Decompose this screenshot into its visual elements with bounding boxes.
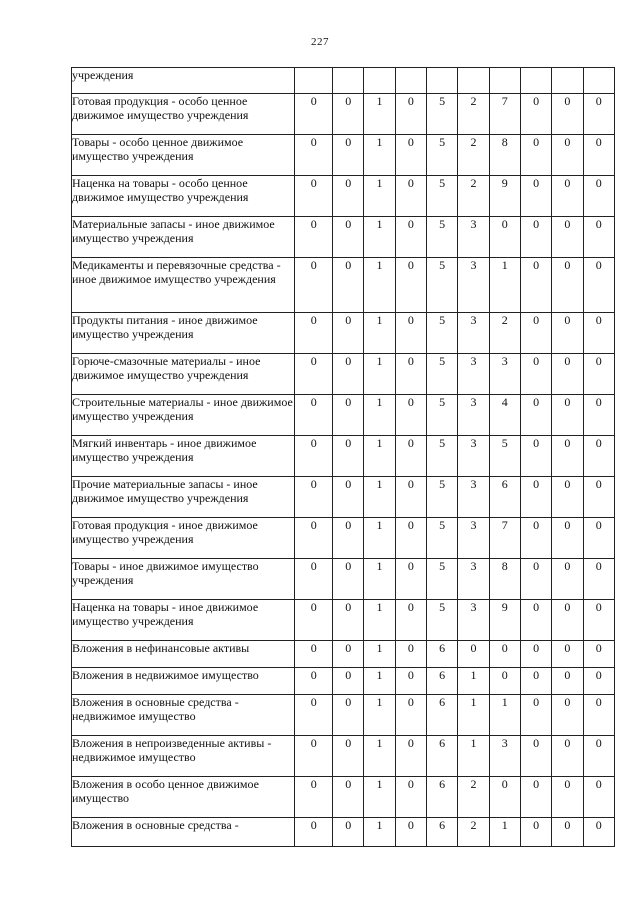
code-digit-cell: 0: [333, 518, 364, 559]
code-digit-cell: 0: [295, 258, 333, 313]
code-digit-cell: 0: [583, 777, 614, 818]
code-digit-cell: 1: [489, 695, 520, 736]
code-digit-cell: 0: [552, 477, 583, 518]
code-digit-cell: 5: [426, 477, 457, 518]
code-digit-cell: 6: [426, 736, 457, 777]
code-digit-cell: 0: [520, 641, 551, 668]
code-digit-cell: 0: [552, 436, 583, 477]
code-digit-cell: 0: [520, 600, 551, 641]
code-digit-cell: 0: [583, 395, 614, 436]
table-row: [72, 354, 615, 395]
code-digit-cell: 7: [489, 518, 520, 559]
code-digit-cell: 2: [458, 176, 489, 217]
account-name-cell: Вложения в непроизведенные активы - недвижимое имущество: [72, 736, 295, 777]
accounts-table: [71, 67, 615, 847]
code-digit-cell: 0: [295, 777, 333, 818]
code-digit-cell: 1: [458, 668, 489, 695]
code-digit-cell: 1: [364, 777, 395, 818]
code-digit-cell: 0: [520, 518, 551, 559]
code-digit-cell: 3: [458, 559, 489, 600]
code-digit-cell: 0: [583, 818, 614, 847]
code-digit-cell: 1: [489, 258, 520, 313]
code-digit-cell: 0: [583, 217, 614, 258]
code-digit-cell: 1: [364, 600, 395, 641]
code-digit-cell: 7: [489, 94, 520, 135]
code-digit-cell: [520, 68, 551, 94]
account-name-cell: Готовая продукция - иное движимое имущество учреждения: [72, 518, 295, 559]
account-name-cell: Наценка на товары - иное движимое имущество учреждения: [72, 600, 295, 641]
code-digit-cell: 3: [458, 477, 489, 518]
code-digit-cell: 0: [395, 518, 426, 559]
code-digit-cell: 0: [295, 313, 333, 354]
code-digit-cell: 0: [295, 668, 333, 695]
table-row: [72, 668, 615, 695]
code-digit-cell: 8: [489, 135, 520, 176]
code-digit-cell: 1: [364, 641, 395, 668]
code-digit-cell: 1: [364, 217, 395, 258]
code-digit-cell: [552, 68, 583, 94]
code-digit-cell: 1: [364, 395, 395, 436]
code-digit-cell: 0: [333, 313, 364, 354]
code-digit-cell: 0: [333, 777, 364, 818]
code-digit-cell: 6: [489, 477, 520, 518]
code-digit-cell: 5: [426, 436, 457, 477]
code-digit-cell: 0: [552, 135, 583, 176]
table-row: [72, 736, 615, 777]
code-digit-cell: [364, 68, 395, 94]
code-digit-cell: 0: [333, 559, 364, 600]
code-digit-cell: 0: [333, 354, 364, 395]
code-digit-cell: 5: [426, 176, 457, 217]
code-digit-cell: 3: [458, 436, 489, 477]
code-digit-cell: 1: [458, 736, 489, 777]
table-row: [72, 695, 615, 736]
code-digit-cell: 0: [489, 641, 520, 668]
code-digit-cell: 1: [364, 736, 395, 777]
code-digit-cell: 0: [395, 395, 426, 436]
code-digit-cell: 0: [295, 135, 333, 176]
code-digit-cell: 0: [552, 313, 583, 354]
code-digit-cell: 0: [520, 818, 551, 847]
account-name-cell: Вложения в основные средства - недвижимое имущество: [72, 695, 295, 736]
code-digit-cell: 0: [333, 436, 364, 477]
code-digit-cell: 0: [552, 818, 583, 847]
code-digit-cell: 0: [583, 668, 614, 695]
code-digit-cell: 1: [364, 135, 395, 176]
code-digit-cell: 0: [583, 354, 614, 395]
code-digit-cell: [489, 68, 520, 94]
code-digit-cell: [583, 68, 614, 94]
code-digit-cell: 0: [552, 518, 583, 559]
table-row: [72, 477, 615, 518]
code-digit-cell: 0: [395, 217, 426, 258]
account-name-cell: Товары - особо ценное движимое имущество учреждения: [72, 135, 295, 176]
code-digit-cell: 1: [364, 477, 395, 518]
code-digit-cell: 0: [520, 135, 551, 176]
code-digit-cell: 0: [552, 94, 583, 135]
code-digit-cell: 5: [426, 518, 457, 559]
code-digit-cell: 0: [520, 395, 551, 436]
code-digit-cell: 9: [489, 176, 520, 217]
code-digit-cell: 1: [364, 354, 395, 395]
code-digit-cell: 0: [295, 695, 333, 736]
code-digit-cell: 0: [583, 518, 614, 559]
code-digit-cell: [295, 68, 333, 94]
table-row: [72, 777, 615, 818]
code-digit-cell: 0: [583, 94, 614, 135]
table-row: [72, 258, 615, 313]
code-digit-cell: 0: [552, 559, 583, 600]
account-name-cell: Вложения в нефинансовые активы: [72, 641, 295, 668]
code-digit-cell: 6: [426, 777, 457, 818]
code-digit-cell: 0: [295, 559, 333, 600]
code-digit-cell: 0: [520, 695, 551, 736]
code-digit-cell: 0: [395, 777, 426, 818]
code-digit-cell: 0: [583, 600, 614, 641]
code-digit-cell: 0: [583, 313, 614, 354]
table-row: [72, 313, 615, 354]
table-row: [72, 600, 615, 641]
code-digit-cell: 1: [364, 695, 395, 736]
code-digit-cell: 1: [364, 94, 395, 135]
code-digit-cell: 4: [489, 395, 520, 436]
code-digit-cell: 6: [426, 668, 457, 695]
code-digit-cell: 0: [295, 217, 333, 258]
code-digit-cell: 0: [295, 600, 333, 641]
code-digit-cell: 0: [395, 600, 426, 641]
table-row: [72, 818, 615, 847]
code-digit-cell: 5: [426, 354, 457, 395]
code-digit-cell: 0: [520, 176, 551, 217]
code-digit-cell: 1: [364, 258, 395, 313]
code-digit-cell: 0: [583, 436, 614, 477]
code-digit-cell: 0: [583, 559, 614, 600]
code-digit-cell: 0: [333, 818, 364, 847]
account-name-cell: Материальные запасы - иное движимое имущество учреждения: [72, 217, 295, 258]
code-digit-cell: 0: [295, 736, 333, 777]
code-digit-cell: 5: [426, 395, 457, 436]
code-digit-cell: 0: [295, 818, 333, 847]
table-row: [72, 94, 615, 135]
account-name-cell: Прочие материальные запасы - иное движимое имущество учреждения: [72, 477, 295, 518]
account-name-cell: Наценка на товары - особо ценное движимое имущество учреждения: [72, 176, 295, 217]
code-digit-cell: 0: [395, 258, 426, 313]
table-row: [72, 68, 615, 94]
code-digit-cell: 0: [583, 176, 614, 217]
code-digit-cell: 1: [364, 559, 395, 600]
code-digit-cell: 0: [489, 777, 520, 818]
table-row: [72, 559, 615, 600]
code-digit-cell: 1: [364, 668, 395, 695]
code-digit-cell: 0: [333, 695, 364, 736]
account-name-cell: учреждения: [72, 68, 295, 94]
code-digit-cell: 0: [295, 436, 333, 477]
code-digit-cell: 0: [333, 600, 364, 641]
table-row: [72, 217, 615, 258]
code-digit-cell: 9: [489, 600, 520, 641]
code-digit-cell: 0: [583, 695, 614, 736]
code-digit-cell: 0: [552, 777, 583, 818]
code-digit-cell: 0: [520, 436, 551, 477]
account-name-cell: Вложения в основные средства -: [72, 818, 295, 847]
code-digit-cell: 2: [458, 818, 489, 847]
account-name-cell: Продукты питания - иное движимое имущество учреждения: [72, 313, 295, 354]
table-row: [72, 518, 615, 559]
code-digit-cell: 0: [520, 354, 551, 395]
account-name-cell: Мягкий инвентарь - иное движимое имущество учреждения: [72, 436, 295, 477]
code-digit-cell: 1: [364, 176, 395, 217]
account-name-cell: Товары - иное движимое имущество учреждения: [72, 559, 295, 600]
code-digit-cell: 3: [458, 518, 489, 559]
code-digit-cell: 5: [426, 94, 457, 135]
code-digit-cell: 3: [458, 600, 489, 641]
code-digit-cell: 0: [333, 217, 364, 258]
code-digit-cell: 3: [458, 395, 489, 436]
code-digit-cell: 5: [426, 258, 457, 313]
code-digit-cell: 0: [489, 217, 520, 258]
code-digit-cell: 0: [395, 135, 426, 176]
code-digit-cell: 0: [395, 313, 426, 354]
code-digit-cell: 0: [395, 477, 426, 518]
code-digit-cell: 8: [489, 559, 520, 600]
table-row: [72, 395, 615, 436]
code-digit-cell: 0: [552, 258, 583, 313]
code-digit-cell: 0: [520, 668, 551, 695]
code-digit-cell: 0: [395, 818, 426, 847]
code-digit-cell: 1: [489, 818, 520, 847]
code-digit-cell: 0: [395, 641, 426, 668]
code-digit-cell: 3: [489, 736, 520, 777]
code-digit-cell: 0: [333, 641, 364, 668]
code-digit-cell: 0: [520, 477, 551, 518]
code-digit-cell: 0: [395, 354, 426, 395]
code-digit-cell: 0: [583, 258, 614, 313]
code-digit-cell: 0: [583, 477, 614, 518]
code-digit-cell: 0: [333, 477, 364, 518]
code-digit-cell: 0: [295, 94, 333, 135]
table-row: [72, 436, 615, 477]
code-digit-cell: 1: [364, 818, 395, 847]
code-digit-cell: 5: [426, 600, 457, 641]
code-digit-cell: 5: [426, 559, 457, 600]
table-row: [72, 641, 615, 668]
code-digit-cell: 6: [426, 818, 457, 847]
code-digit-cell: 5: [489, 436, 520, 477]
code-digit-cell: 0: [520, 94, 551, 135]
code-digit-cell: 0: [520, 217, 551, 258]
code-digit-cell: 0: [295, 395, 333, 436]
code-digit-cell: 6: [426, 641, 457, 668]
code-digit-cell: 0: [552, 217, 583, 258]
table-row: [72, 135, 615, 176]
code-digit-cell: 0: [458, 641, 489, 668]
code-digit-cell: 2: [458, 135, 489, 176]
code-digit-cell: 0: [520, 258, 551, 313]
code-digit-cell: 0: [295, 176, 333, 217]
code-digit-cell: 0: [520, 559, 551, 600]
code-digit-cell: 0: [333, 395, 364, 436]
code-digit-cell: 0: [520, 777, 551, 818]
code-digit-cell: 0: [295, 477, 333, 518]
code-digit-cell: 3: [458, 217, 489, 258]
code-digit-cell: 0: [552, 736, 583, 777]
code-digit-cell: 5: [426, 313, 457, 354]
code-digit-cell: [395, 68, 426, 94]
code-digit-cell: 1: [458, 695, 489, 736]
code-digit-cell: 2: [489, 313, 520, 354]
code-digit-cell: 0: [333, 135, 364, 176]
code-digit-cell: 0: [395, 736, 426, 777]
code-digit-cell: 0: [552, 395, 583, 436]
code-digit-cell: 6: [426, 695, 457, 736]
account-name-cell: Готовая продукция - особо ценное движимое имущество учреждения: [72, 94, 295, 135]
code-digit-cell: 0: [583, 135, 614, 176]
code-digit-cell: 0: [333, 258, 364, 313]
page-number: 227: [311, 36, 329, 48]
code-digit-cell: 0: [552, 354, 583, 395]
code-digit-cell: 3: [458, 258, 489, 313]
code-digit-cell: 1: [364, 313, 395, 354]
code-digit-cell: 0: [295, 641, 333, 668]
code-digit-cell: [333, 68, 364, 94]
code-digit-cell: 0: [489, 668, 520, 695]
code-digit-cell: 2: [458, 94, 489, 135]
code-digit-cell: 0: [295, 354, 333, 395]
code-digit-cell: 3: [458, 354, 489, 395]
account-name-cell: Строительные материалы - иное движимое имущество учреждения: [72, 395, 295, 436]
code-digit-cell: 0: [520, 313, 551, 354]
code-digit-cell: [426, 68, 457, 94]
code-digit-cell: 0: [333, 668, 364, 695]
code-digit-cell: 0: [395, 436, 426, 477]
code-digit-cell: 0: [552, 176, 583, 217]
code-digit-cell: 0: [552, 668, 583, 695]
code-digit-cell: 5: [426, 217, 457, 258]
code-digit-cell: 0: [552, 641, 583, 668]
code-digit-cell: 2: [458, 777, 489, 818]
account-name-cell: Вложения в недвижимое имущество: [72, 668, 295, 695]
code-digit-cell: 0: [583, 641, 614, 668]
code-digit-cell: 0: [395, 668, 426, 695]
code-digit-cell: 1: [364, 436, 395, 477]
account-name-cell: Вложения в особо ценное движимое имущество: [72, 777, 295, 818]
code-digit-cell: [458, 68, 489, 94]
code-digit-cell: 0: [295, 518, 333, 559]
code-digit-cell: 0: [520, 736, 551, 777]
code-digit-cell: 1: [364, 518, 395, 559]
code-digit-cell: 3: [458, 313, 489, 354]
code-digit-cell: 0: [583, 736, 614, 777]
code-digit-cell: 0: [395, 695, 426, 736]
account-name-cell: Медикаменты и перевязочные средства - иное движимое имущество учреждения: [72, 258, 295, 313]
code-digit-cell: 3: [489, 354, 520, 395]
code-digit-cell: 0: [552, 600, 583, 641]
code-digit-cell: 0: [333, 176, 364, 217]
code-digit-cell: 0: [395, 559, 426, 600]
account-name-cell: Горюче-смазочные материалы - иное движимое имущество учреждения: [72, 354, 295, 395]
code-digit-cell: 0: [395, 176, 426, 217]
code-digit-cell: 0: [333, 736, 364, 777]
code-digit-cell: 0: [395, 94, 426, 135]
code-digit-cell: 0: [552, 695, 583, 736]
code-digit-cell: 5: [426, 135, 457, 176]
code-digit-cell: 0: [333, 94, 364, 135]
table-row: [72, 176, 615, 217]
